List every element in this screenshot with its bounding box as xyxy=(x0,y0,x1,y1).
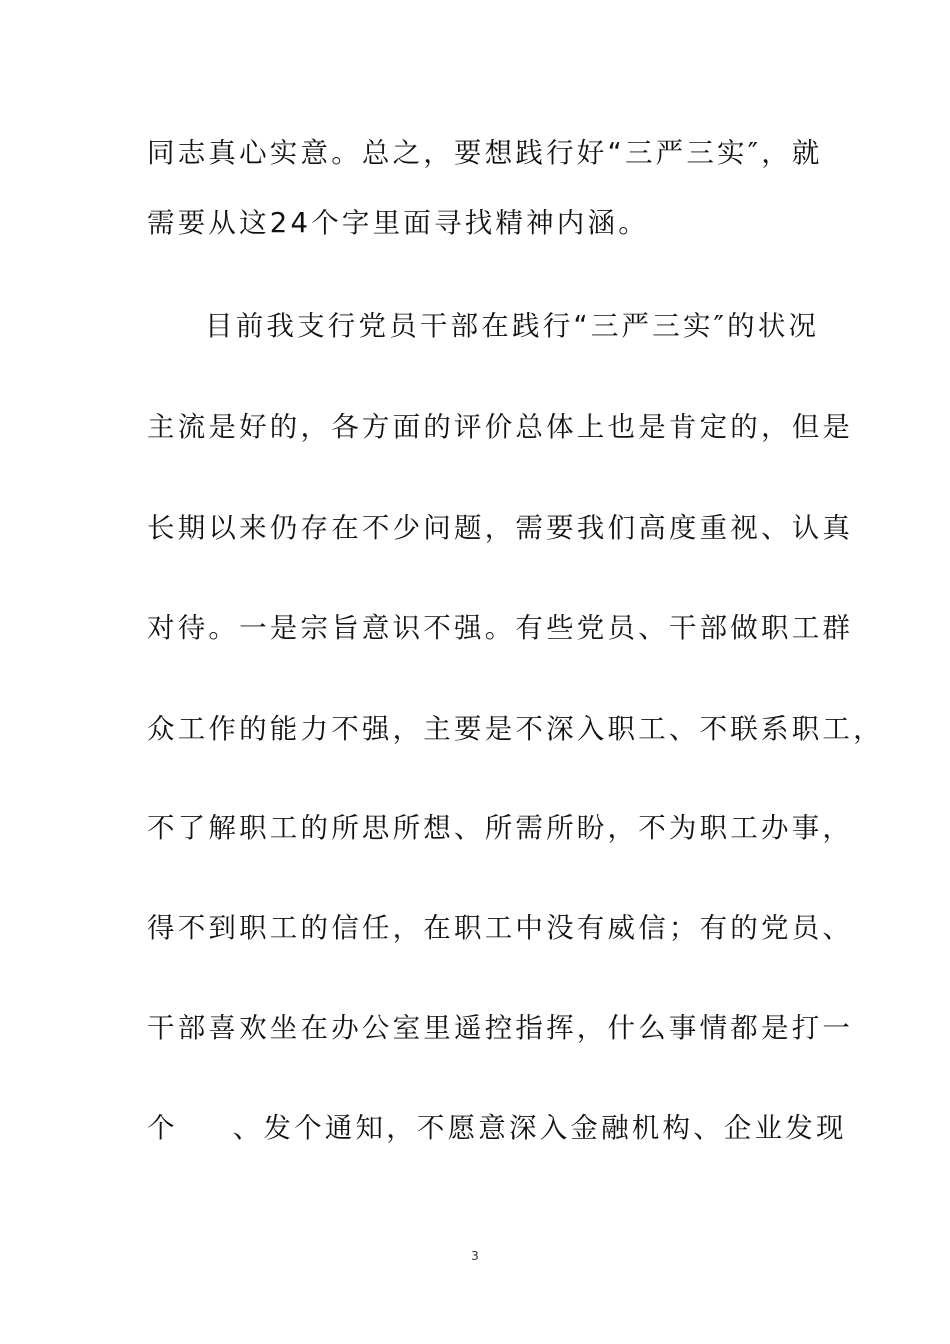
page-number: 3 xyxy=(471,1249,479,1263)
body-text-line: 众工作的能力不强，主要是不深入职工、不联系职工， xyxy=(147,713,884,745)
body-text-line: 主流是好的，各方面的评价总体上也是肯定的，但是 xyxy=(147,411,854,443)
body-text-line: 需要从这24个字里面寻找精神内涵。 xyxy=(147,207,649,239)
body-text-line: 干部喜欢坐在办公室里遥控指挥，什么事情都是打一 xyxy=(147,1012,854,1044)
body-text-line: 不了解职工的所思所想、所需所盼，不为职工办事， xyxy=(147,812,854,844)
body-text-line: 长期以来仍存在不少问题，需要我们高度重视、认真 xyxy=(147,512,854,544)
paragraph-first-line: 目前我支行党员干部在践行“三严三实″的状况 xyxy=(205,310,820,342)
body-text-line: 同志真心实意。总之，要想践行好“三严三实″，就 xyxy=(147,137,823,169)
body-text-line-last xyxy=(147,1108,847,1148)
body-text-line: 对待。一是宗旨意识不强。有些党员、干部做职工群 xyxy=(147,612,854,644)
last-line-start-text: 个 xyxy=(147,1112,178,1144)
last-line-end-text: 、发个通知，不愿意深入金融机构、企业发现 xyxy=(232,1112,847,1144)
body-text-line: 得不到职工的信任，在职工中没有威信；有的党员、 xyxy=(147,912,854,944)
